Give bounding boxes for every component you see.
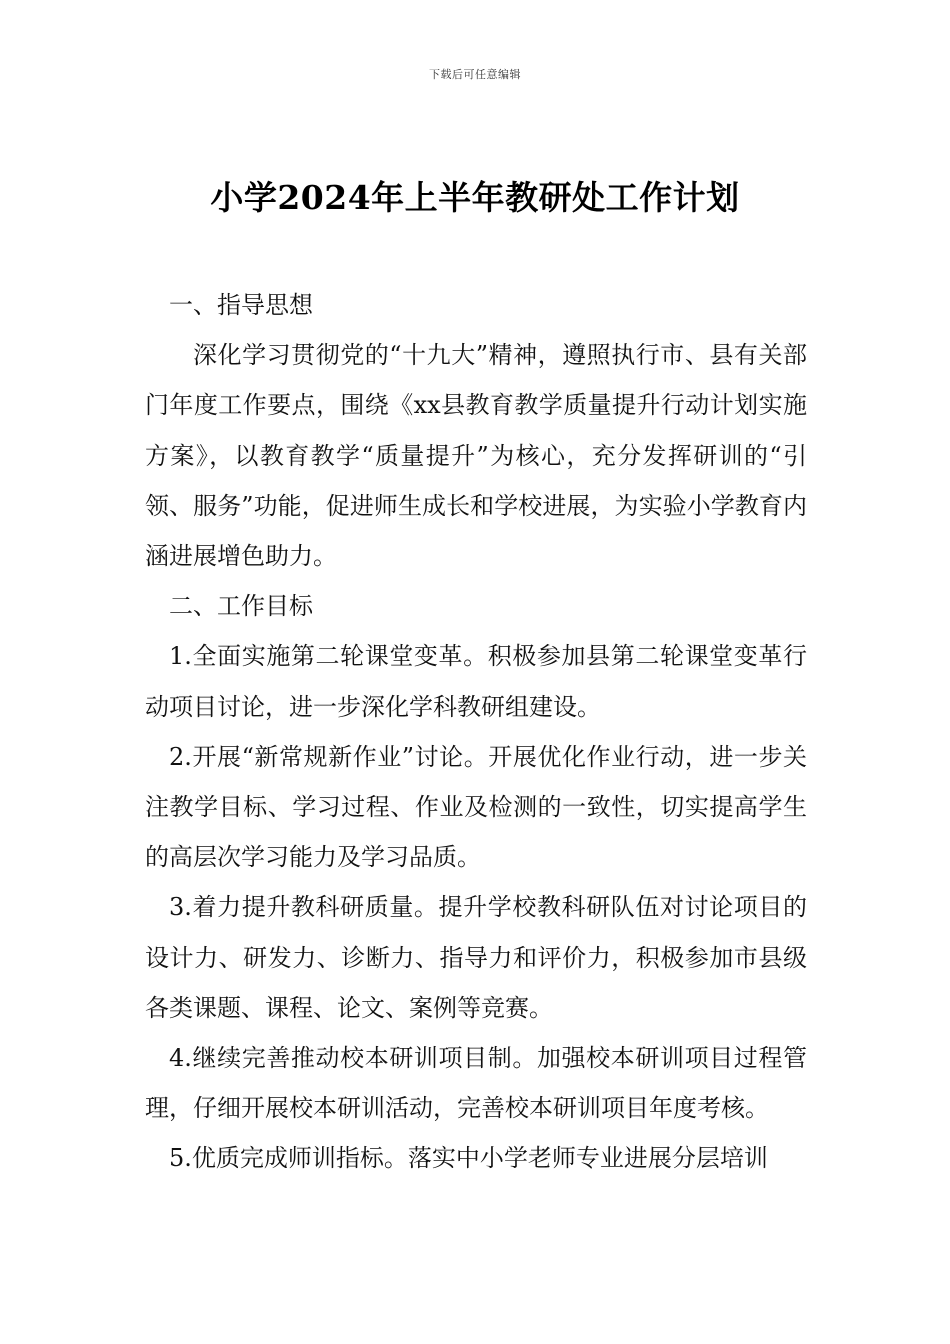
document-body	[145, 280, 807, 1184]
section-heading-guiding-ideology: 一、指导思想	[169, 291, 313, 319]
document-title: 小学2024年上半年教研处工作计划	[210, 178, 740, 217]
section-heading-work-goals: 二、工作目标	[169, 592, 313, 621]
goal-item-4: 4.继续完善推动校本研训项目制。加强校本研训项目过程管理，仔细开展校本研训活动，完善校本研训项目年度考核。	[145, 1044, 807, 1123]
goal-item-3: 3.着力提升教科研质量。提升学校教科研队伍对讨论项目的设计力、研发力、诊断力、指导力和评价力，积极参加市县级各类课题、课程、论文、案例等竞赛。	[145, 893, 807, 1022]
paragraph-guiding-ideology: 深化学习贯彻党的“十九大”精神，遵照执行市、县有关部门年度工作要点，围绕《xx县教育教学质量提升行动计划实施方案》，以教育教学“质量提升”为核心，充分发挥研训的“引领、服务”功能，促进师生成长和学校进展，为实验小学教育内涵进展增色助力。	[145, 341, 807, 571]
goal-item-1: 1.全面实施第二轮课堂变革。积极参加县第二轮课堂变革行动项目讨论，进一步深化学科教研组建设。	[145, 642, 807, 721]
goal-item-2: 2.开展“新常规新作业”讨论。开展优化作业行动，进一步关注教学目标、学习过程、作业及检测的一致性，切实提高学生的高层次学习能力及学习品质。	[145, 742, 807, 872]
header-note: 下载后可任意编辑	[429, 68, 521, 81]
goal-item-5: 5.优质完成师训指标。落实中小学老师专业进展分层培训	[169, 1144, 768, 1173]
